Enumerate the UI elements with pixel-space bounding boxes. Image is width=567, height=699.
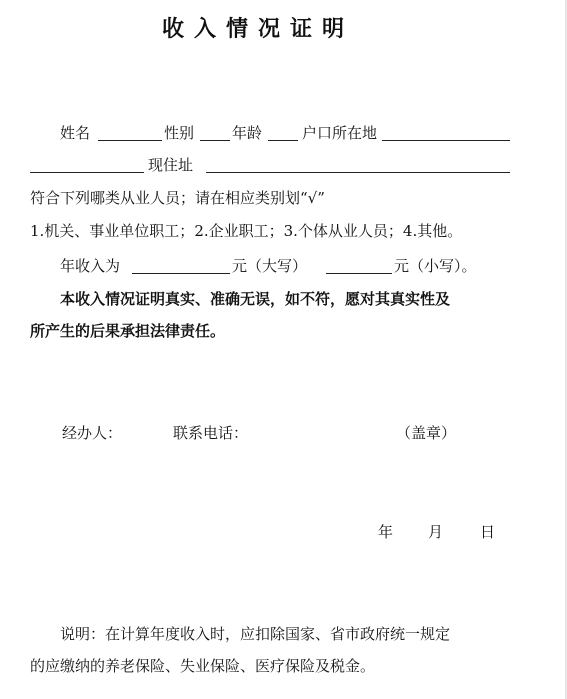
date-day: 日 xyxy=(480,523,496,541)
age-blank[interactable] xyxy=(268,140,298,141)
income-lower-unit: 元（小写）。 xyxy=(394,257,477,275)
date-year: 年 xyxy=(378,523,394,541)
category-options: 1.机关、事业单位职工；2.企业职工；3.个体从业人员；4.其他。 xyxy=(30,222,463,240)
phone-label: 联系电话： xyxy=(173,424,249,442)
name-label: 姓名 xyxy=(60,124,91,142)
registered-residence-blank[interactable] xyxy=(382,140,510,141)
gender-label: 性别 xyxy=(164,124,195,142)
name-blank[interactable] xyxy=(98,140,162,141)
registered-residence-label: 户口所在地 xyxy=(302,124,378,142)
note-line-2: 的应缴纳的养老保险、失业保险、医疗保险及税金。 xyxy=(30,657,376,675)
page-title: 收入情况证明 xyxy=(162,16,355,42)
income-upper-blank[interactable] xyxy=(132,273,230,274)
gender-blank[interactable] xyxy=(200,140,230,141)
declaration-line-1: 本收入情况证明真实、准确无误，如不符，愿对其真实性及 xyxy=(60,290,451,308)
current-address-label: 现住址 xyxy=(148,156,194,174)
category-question: 符合下列哪类从业人员；请在相应类别划“√” xyxy=(30,189,325,207)
current-address-blank[interactable] xyxy=(206,172,510,173)
date-month: 月 xyxy=(428,523,444,541)
declaration-line-2: 所产生的后果承担法律责任。 xyxy=(30,322,226,340)
seal-label: （盖章） xyxy=(396,424,457,442)
age-label: 年龄 xyxy=(232,124,263,142)
handler-label: 经办人： xyxy=(62,424,123,442)
annual-income-label: 年收入为 xyxy=(60,257,121,275)
income-upper-unit: 元（大写） xyxy=(232,257,308,275)
income-lower-blank[interactable] xyxy=(326,273,392,274)
registered-residence-blank-continued[interactable] xyxy=(30,172,144,173)
note-line-1: 说明：在计算年度收入时，应扣除国家、省市政府统一规定 xyxy=(60,625,451,643)
